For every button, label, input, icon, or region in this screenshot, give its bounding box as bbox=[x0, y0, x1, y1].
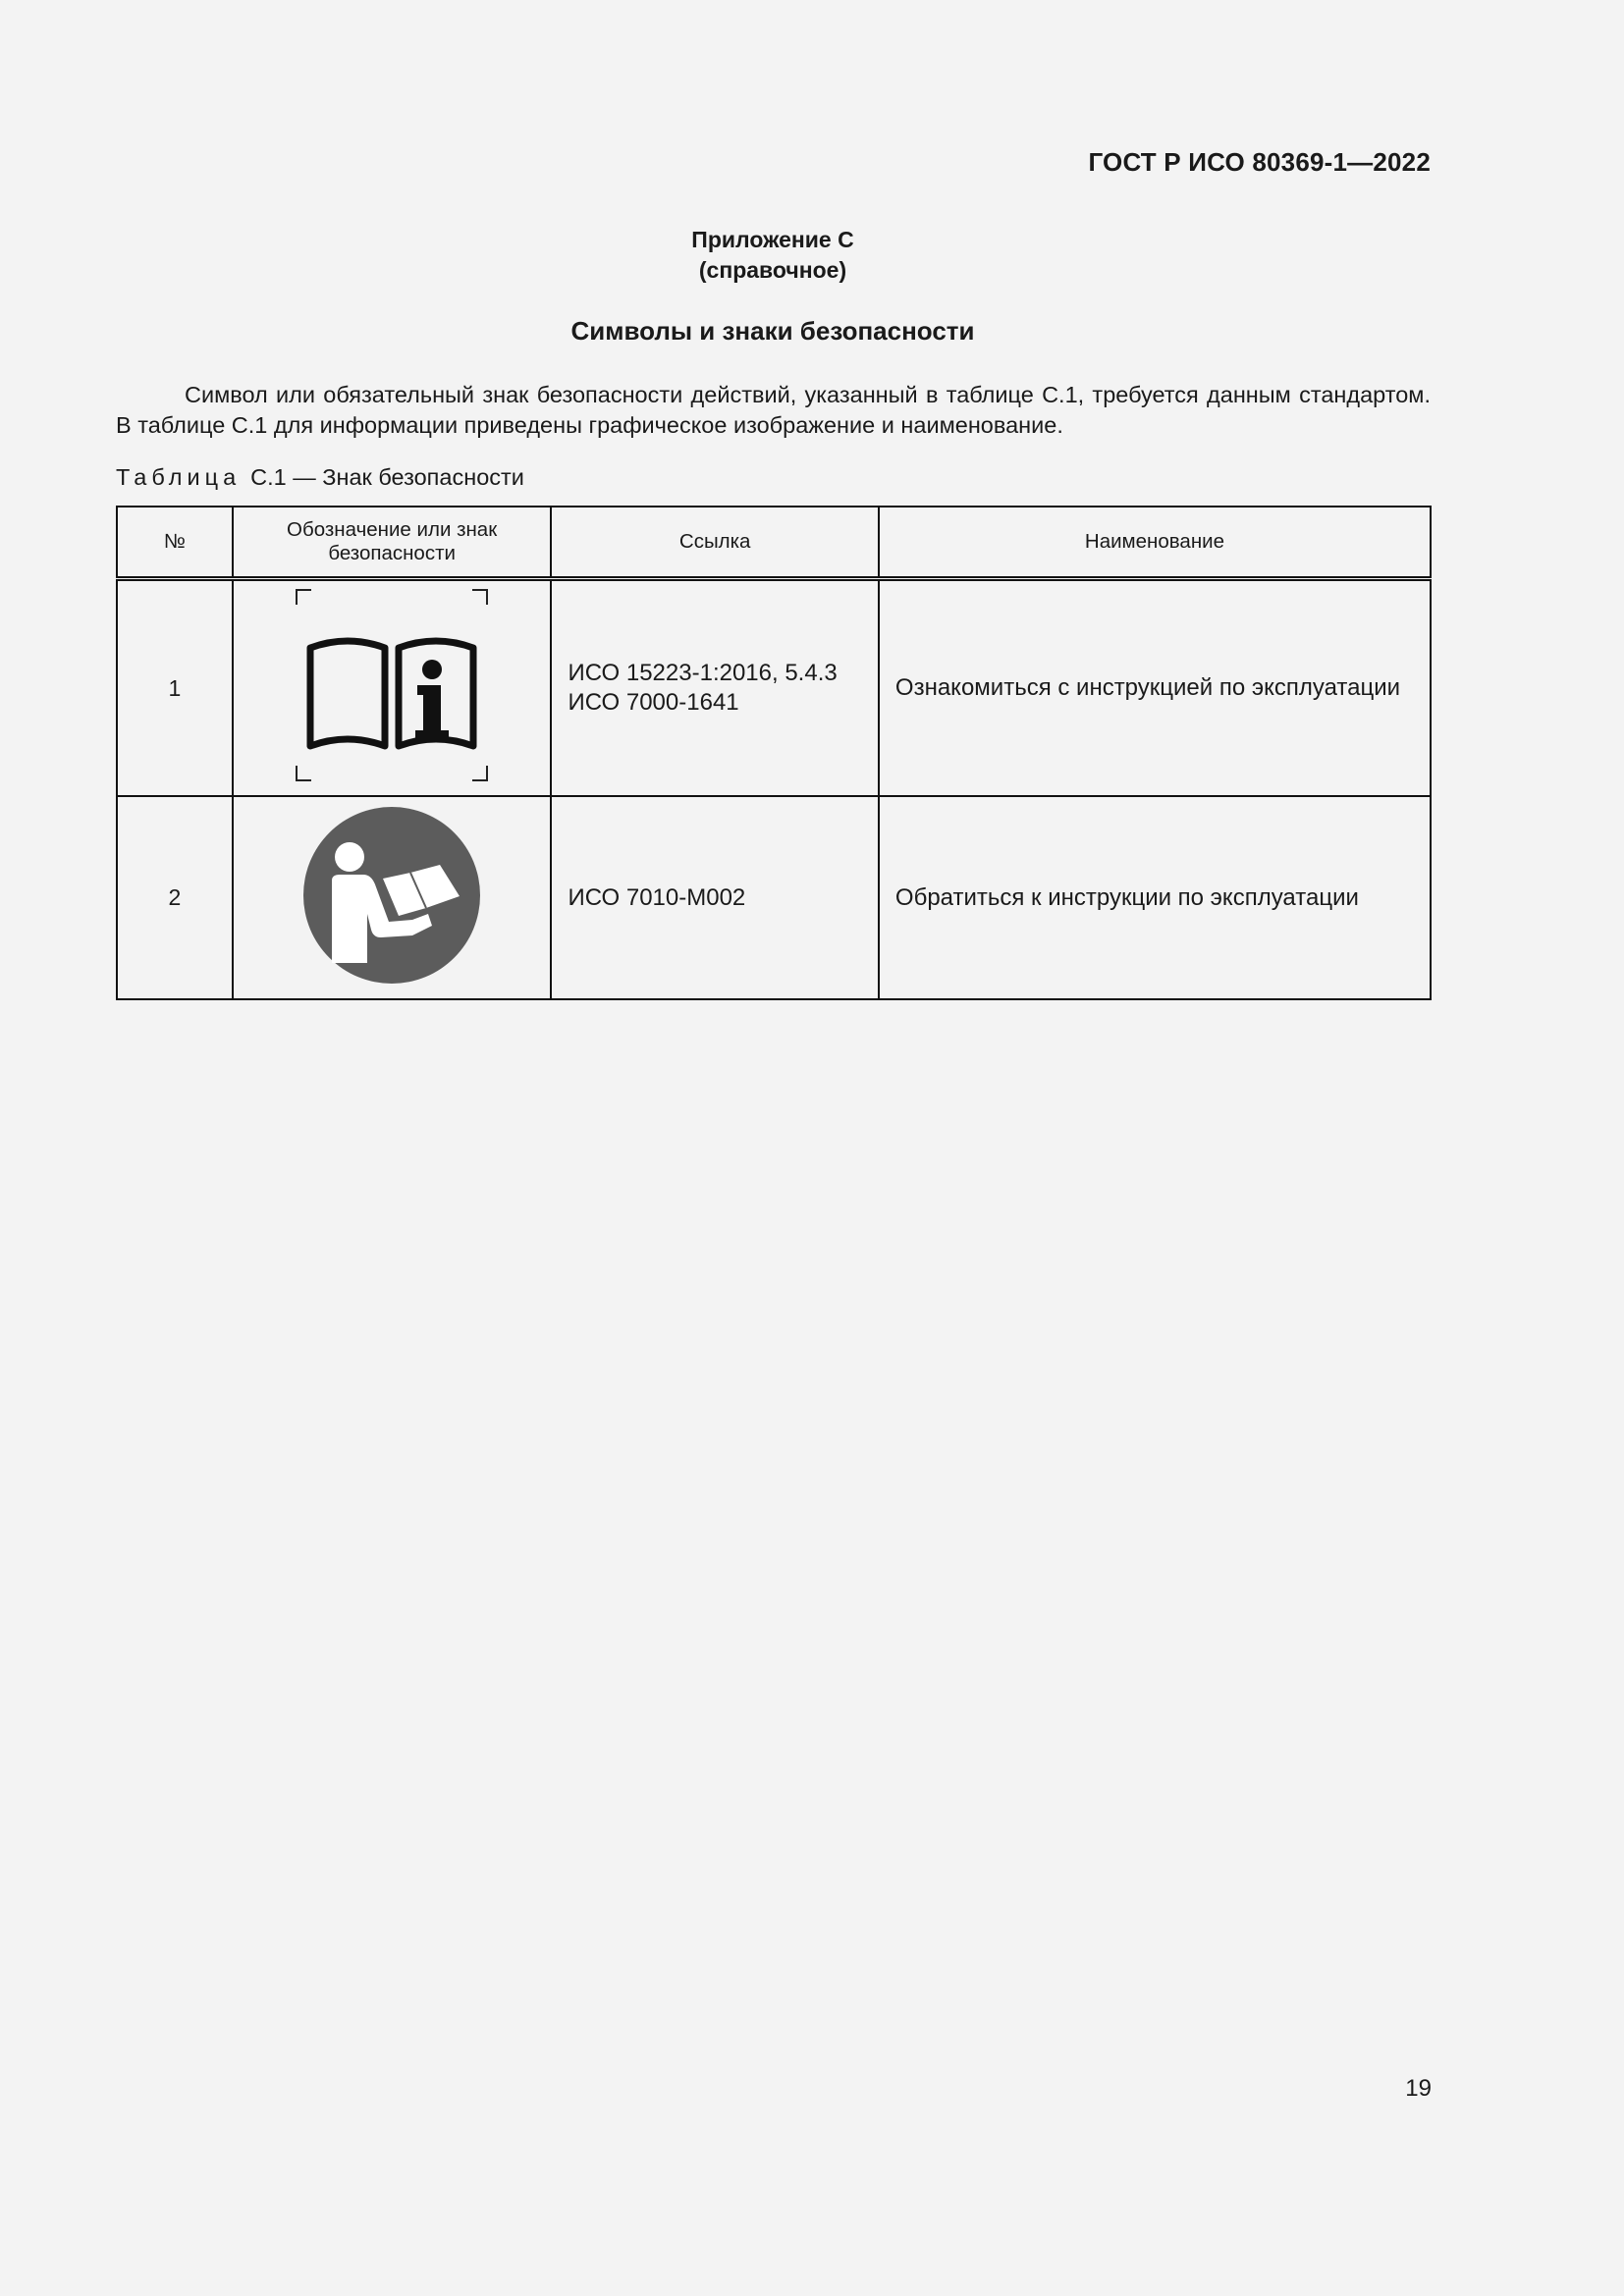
reference-line: ИСО 15223-1:2016, 5.4.3 bbox=[568, 660, 838, 686]
table-caption-text: С.1 — Знак безопасности bbox=[250, 464, 524, 490]
refer-to-manual-mandatory-icon bbox=[302, 806, 481, 985]
section-title: Символы и знаки безопасности bbox=[570, 316, 975, 346]
safety-signs-table bbox=[116, 506, 1432, 1000]
instruction-manual-info-icon bbox=[294, 587, 490, 783]
header-num: № bbox=[117, 507, 233, 579]
page-number: 19 bbox=[1405, 2075, 1432, 2102]
sign-name: Обратиться к инструкции по эксплуатации bbox=[879, 796, 1431, 999]
sign-name: Ознакомиться с инструкцией по эксплуатации bbox=[879, 579, 1431, 797]
table-row bbox=[117, 579, 1431, 797]
header-name: Наименование bbox=[879, 507, 1431, 579]
reference-line: ИСО 7010-М002 bbox=[568, 883, 746, 911]
row-number: 1 bbox=[117, 579, 233, 797]
header-sign: Обозначение или знак безопасности bbox=[233, 507, 552, 579]
annex-title: Приложение С bbox=[691, 227, 854, 252]
table-caption bbox=[116, 464, 524, 491]
document-code: ГОСТ Р ИСО 80369-1—2022 bbox=[1088, 147, 1431, 177]
table-caption-prefix: Таблица bbox=[116, 464, 242, 490]
table-row bbox=[117, 796, 1431, 999]
body-paragraph: Символ или обязательный знак безопасности действий, указанный в таблице С.1, требуется данным стандартом. В таблице С.1 для информации приведены графическое изображение и наименование. bbox=[116, 382, 1431, 438]
reference-line: ИСО 7000-1641 bbox=[568, 689, 739, 716]
annex-subtitle: (справочное) bbox=[698, 257, 847, 283]
table-header-row bbox=[117, 507, 1431, 579]
row-number: 2 bbox=[117, 796, 233, 999]
header-ref: Ссылка bbox=[551, 507, 878, 579]
annex-heading bbox=[0, 225, 1545, 286]
